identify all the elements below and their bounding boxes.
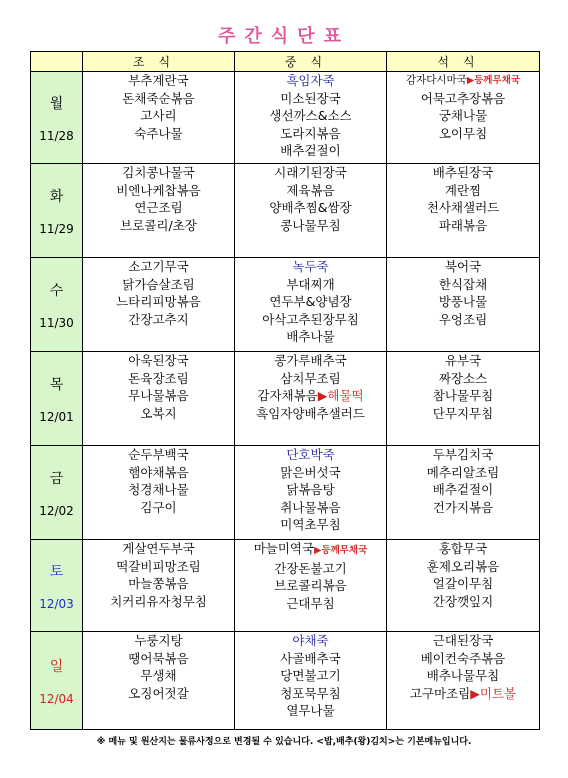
menu-item: 치커리유자청무침 [110, 593, 207, 609]
menu-item: 김구이 [140, 499, 177, 515]
dinner-cell [387, 632, 540, 730]
lunch-cell [235, 352, 387, 446]
menu-item: 홍합무국 [438, 541, 488, 556]
menu-item: 취나물볶음 [280, 499, 341, 515]
menu-item: 맑은버섯국 [280, 464, 341, 480]
dinner-cell [387, 446, 540, 540]
day-cell [31, 164, 83, 258]
menu-item: 순두부백국 [128, 447, 189, 462]
breakfast-cell [83, 352, 235, 446]
menu-item-text: 녹두죽 [292, 259, 329, 274]
menu-item [235, 387, 386, 405]
menu-item-tag: ▶해물떡 [317, 388, 364, 404]
menu-item: 오이무침 [438, 125, 488, 141]
menu-item-tag: ▶미트볼 [470, 685, 517, 701]
menu-item: 우엉조림 [438, 311, 488, 327]
menu-item: 짜장소스 [438, 370, 488, 386]
menu-item: 얼갈이무침 [432, 576, 494, 592]
day-row [31, 540, 540, 632]
menu-item [387, 685, 539, 703]
menu-item: 연두부&양념장 [269, 294, 352, 310]
day-date: 12/04 [39, 691, 74, 706]
menu-item: 돈채죽순볶음 [122, 90, 195, 106]
menu-item: 부추계란국 [128, 73, 189, 88]
menu-item: 비엔나케찹볶음 [116, 182, 201, 198]
menu-item: 게살연두부국 [122, 541, 195, 556]
menu-item: 오징어젓갈 [128, 685, 189, 701]
menu-item: 마늘쫑볶음 [128, 576, 189, 592]
menu-item: 근대무침 [286, 595, 335, 611]
menu-item: 배추나물 [286, 329, 335, 345]
dinner-cell [387, 258, 540, 352]
menu-item: 미소된장국 [280, 90, 341, 106]
menu-item: 참나물무침 [432, 388, 494, 404]
menu-item: 무나물볶음 [128, 388, 189, 404]
menu-item: 흑임자양배추샐러드 [256, 405, 365, 421]
breakfast-cell [83, 540, 235, 632]
menu-item: 청경채나물 [128, 482, 189, 498]
menu-item: 청포묵무침 [280, 685, 341, 701]
menu-item: 근대된장국 [432, 633, 494, 648]
breakfast-cell [83, 164, 235, 258]
menu-item: 땡어묵볶음 [128, 650, 189, 666]
dinner-cell [387, 72, 540, 164]
header-breakfast: 조식 [83, 52, 235, 72]
menu-item: 간장돈불고기 [274, 560, 347, 576]
menu-item-text: 감자다시마국 [405, 74, 467, 86]
menu-item: 배추겉절이 [280, 143, 341, 159]
menu-item: 두부김치국 [432, 447, 494, 462]
menu-item: 미역초무침 [280, 517, 341, 533]
header-corner [31, 52, 83, 72]
weekly-menu-table [30, 51, 540, 730]
day-row [31, 258, 540, 352]
day-row [31, 164, 540, 258]
menu-item-text: 마늘미역국 [253, 541, 315, 556]
day-date: 12/01 [39, 409, 74, 424]
menu-item: 무생채 [140, 668, 177, 684]
menu-item: 숙주나물 [134, 125, 183, 141]
footer-note: ※ 메뉴 및 원산지는 물류사정으로 변경될 수 있습니다. <밥,배추(왕)김치>는 기본메뉴입니다. [96, 737, 472, 747]
day-cell [31, 258, 83, 352]
menu-item: 햄야채볶음 [128, 464, 189, 480]
dinner-cell [387, 352, 540, 446]
menu-item: 돈육장조림 [128, 370, 189, 386]
menu-item-tag: ▶등께무채국 [314, 545, 368, 556]
menu-item: 오복지 [140, 405, 177, 421]
menu-item: 베이컨숙주볶음 [420, 650, 506, 666]
day-date: 11/29 [39, 221, 74, 236]
lunch-cell [235, 72, 387, 164]
breakfast-cell [83, 632, 235, 730]
menu-item: 파래볶음 [438, 217, 488, 233]
menu-item: 유부국 [444, 353, 482, 368]
day-name: 토 [49, 563, 64, 580]
breakfast-cell [83, 446, 235, 540]
menu-item [235, 446, 386, 464]
menu-item: 북어국 [444, 259, 482, 274]
menu-item [235, 632, 386, 650]
menu-item: 도라지볶음 [280, 125, 341, 141]
day-cell [31, 632, 83, 730]
day-cell [31, 352, 83, 446]
menu-item: 간장깻잎지 [432, 593, 494, 609]
day-row [31, 632, 540, 730]
lunch-cell [235, 258, 387, 352]
lunch-cell [235, 446, 387, 540]
menu-item-text: 야채죽 [292, 633, 329, 648]
menu-item: 소고기무국 [128, 259, 189, 274]
day-date: 11/28 [39, 128, 74, 143]
breakfast-cell [83, 72, 235, 164]
header-row [31, 52, 540, 72]
menu-item: 계란찜 [444, 182, 482, 198]
menu-item: 어묵고추장볶음 [420, 90, 506, 106]
menu-item-tag: ▶등께무채국 [466, 75, 521, 86]
menu-item: 콩가루배추국 [274, 353, 347, 368]
day-cell [31, 540, 83, 632]
day-name: 수 [49, 282, 64, 299]
menu-item: 훈제오리볶음 [426, 558, 500, 574]
menu-item: 닭볶음탕 [286, 482, 335, 498]
menu-item: 누룽지탕 [134, 633, 183, 648]
menu-item: 떡갈비피망조림 [116, 558, 201, 574]
menu-item: 생선까스&소스 [269, 108, 352, 124]
menu-item-text: 고구마조림 [409, 685, 471, 701]
lunch-cell [235, 540, 387, 632]
menu-item: 삼치무조림 [280, 370, 341, 386]
day-name: 일 [49, 658, 64, 675]
menu-item: 김치콩나물국 [122, 165, 195, 180]
menu-item: 브로콜리볶음 [274, 578, 347, 594]
menu-item: 제육볶음 [286, 182, 335, 198]
dinner-cell [387, 164, 540, 258]
menu-item: 콩나물무침 [280, 217, 341, 233]
header-dinner: 석식 [387, 52, 540, 72]
menu-item: 배추겉절이 [432, 482, 494, 498]
menu-item [235, 258, 386, 276]
menu-item: 메추리알조림 [426, 464, 500, 480]
menu-item: 방풍나물 [438, 294, 488, 310]
lunch-cell [235, 632, 387, 730]
day-date: 12/02 [39, 503, 74, 518]
menu-item: 부대찌개 [286, 276, 335, 292]
menu-item: 느타리피망볶음 [116, 294, 201, 310]
menu-item: 닭가슴살조림 [122, 276, 195, 292]
page-title: 주간식단표 [218, 26, 350, 47]
menu-item: 양배추찜&쌈장 [269, 200, 352, 216]
day-name: 월 [49, 95, 64, 112]
day-date: 12/03 [39, 596, 74, 611]
menu-item: 천사채샐러드 [426, 200, 500, 216]
menu-item: 열무나물 [286, 703, 335, 719]
menu-item: 단무지무침 [432, 405, 494, 421]
lunch-cell [235, 164, 387, 258]
day-row [31, 446, 540, 540]
menu-item-text: 단호박죽 [286, 447, 335, 462]
menu-item [387, 72, 539, 90]
menu-body [31, 72, 540, 730]
menu-item: 연근조림 [134, 200, 183, 216]
day-cell [31, 72, 83, 164]
day-name: 화 [49, 188, 64, 205]
day-name: 금 [49, 470, 64, 487]
menu-item: 당면불고기 [280, 668, 341, 684]
menu-item: 간장고추지 [128, 311, 189, 327]
menu-item: 고사리 [140, 108, 177, 124]
menu-item: 건가지볶음 [432, 499, 494, 515]
menu-item: 시래기된장국 [274, 165, 347, 180]
header-lunch: 중식 [235, 52, 387, 72]
menu-item-text: 흑임자죽 [286, 73, 335, 88]
menu-item: 브로콜리/초장 [120, 217, 197, 233]
day-date: 11/30 [39, 315, 74, 330]
menu-item: 배추나물무침 [426, 668, 500, 684]
menu-item [235, 540, 386, 560]
breakfast-cell [83, 258, 235, 352]
menu-item: 한식잡채 [438, 276, 488, 292]
menu-item: 궁채나물 [438, 108, 488, 124]
day-row [31, 352, 540, 446]
menu-item: 사골배추국 [280, 650, 341, 666]
menu-item: 배추된장국 [432, 165, 494, 180]
day-row [31, 72, 540, 164]
menu-item [235, 72, 386, 90]
day-cell [31, 446, 83, 540]
dinner-cell [387, 540, 540, 632]
menu-item: 아욱된장국 [128, 353, 189, 368]
menu-item-text: 감자채볶음 [257, 388, 318, 404]
day-name: 목 [49, 376, 64, 393]
menu-item: 아삭고추된장무침 [262, 311, 359, 327]
